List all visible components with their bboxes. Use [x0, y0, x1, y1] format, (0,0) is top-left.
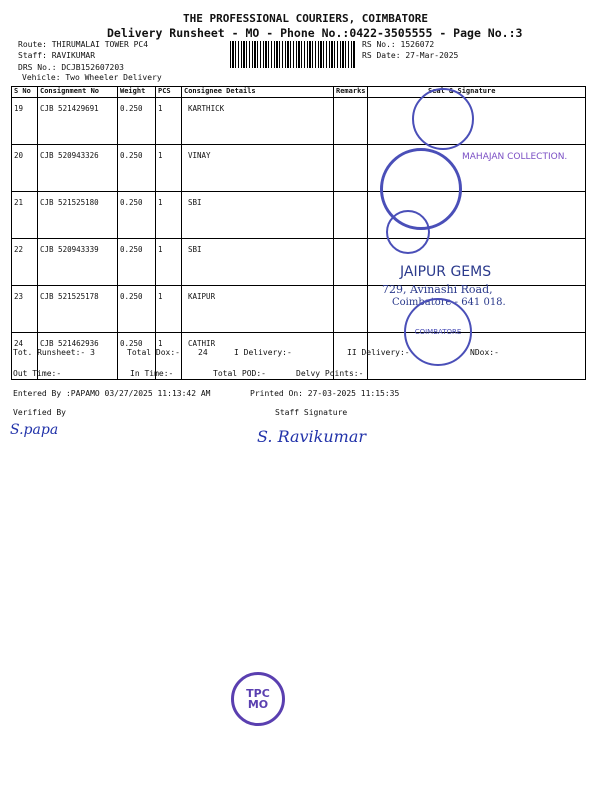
ndox: NDox:-	[470, 348, 499, 357]
staff: Staff: RAVIKUMAR	[18, 51, 96, 60]
staff-signature-label: Staff Signature	[275, 408, 348, 417]
row-remarks	[334, 145, 368, 192]
row-seal	[368, 98, 586, 145]
tpc-mo-stamp	[231, 672, 285, 726]
table-row	[12, 239, 586, 286]
row-consignee: SBI	[182, 192, 334, 239]
row-pcs: 1	[156, 333, 182, 380]
row-remarks	[334, 239, 368, 286]
row-weight: 0.250	[118, 286, 156, 333]
row-remarks	[334, 286, 368, 333]
route: Route: THIRUMALAI TOWER PC4	[18, 40, 149, 49]
ii-delivery: II Delivery:-	[347, 348, 410, 357]
tpc-text: TPC	[246, 687, 270, 700]
total-pod: Total POD:-	[213, 369, 266, 378]
table-header-row	[12, 87, 586, 98]
row-consignment: CJB 521525178	[38, 286, 118, 333]
row-pcs: 1	[156, 145, 182, 192]
i-delivery: I Delivery:-	[234, 348, 292, 357]
table-row	[12, 192, 586, 239]
row-pcs: 1	[156, 192, 182, 239]
jaipur-stamp-name: JAIPUR GEMS	[400, 264, 492, 280]
row-weight: 0.250	[118, 239, 156, 286]
table-row	[12, 98, 586, 145]
vehicle: Vehicle: Two Wheeler Delivery	[22, 73, 162, 82]
row-pcs: 1	[156, 286, 182, 333]
entered-by: Entered By :PAPAMO 03/27/2025 11:13:42 AM	[13, 389, 211, 398]
row-sno: 22	[12, 239, 38, 286]
row-sno: 19	[12, 98, 38, 145]
rs-date: RS Date: 27-Mar-2025	[362, 51, 459, 60]
row-consignment: CJB 520943339	[38, 239, 118, 286]
row-sno: 24	[12, 333, 38, 380]
document-title: THE PROFESSIONAL COURIERS, COIMBATORE	[183, 12, 429, 25]
cathrine-stamp	[404, 298, 472, 366]
jaipur-stamp-addr2: Coimbatore - 641 018.	[392, 297, 506, 308]
row-consignment: CJB 521462936	[38, 333, 118, 380]
row-weight: 0.250	[118, 333, 156, 380]
barcode	[230, 41, 355, 68]
col-remarks: Remarks	[334, 87, 368, 98]
row-weight: 0.250	[118, 98, 156, 145]
row-pcs: 1	[156, 98, 182, 145]
mahajan-stamp: MAHAJAN COLLECTION.	[462, 152, 568, 162]
col-consignee: Consignee Details	[182, 87, 334, 98]
row-sno: 21	[12, 192, 38, 239]
row-consignment: CJB 521525180	[38, 192, 118, 239]
staff-signature: S. Ravikumar	[257, 427, 367, 446]
row-consignee: SBI	[182, 239, 334, 286]
delivery-points: Delvy Points:-	[296, 369, 364, 378]
row-remarks	[334, 98, 368, 145]
voc-stamp	[386, 210, 430, 254]
table-row	[12, 286, 586, 333]
col-pcs: PCS	[156, 87, 182, 98]
row-consignee: CATHIR	[182, 333, 334, 380]
out-time: Out Time:-	[13, 369, 62, 378]
in-time: In Time:-	[130, 369, 174, 378]
total-dox-value: 24	[198, 348, 208, 357]
row-sno: 20	[12, 145, 38, 192]
printed-on: Printed On: 27-03-2025 11:15:35	[250, 389, 400, 398]
document-subtitle: Delivery Runsheet - MO - Phone No.:0422-3505555 - Page No.:3	[107, 26, 523, 40]
drs-number: DRS No.: DCJB152607203	[18, 63, 124, 72]
row-consignment: CJB 521429691	[38, 98, 118, 145]
verified-signature: S.papa	[10, 422, 59, 438]
row-consignee: KAIPUR	[182, 286, 334, 333]
runsheet-table	[11, 86, 586, 380]
col-weight: Weight	[118, 87, 156, 98]
verified-by-label: Verified By	[13, 408, 66, 417]
col-seal: Seal & Signature	[368, 87, 586, 98]
row-weight: 0.250	[118, 192, 156, 239]
row-consignee: KARTHICK	[182, 98, 334, 145]
col-consignment: Consignment No	[38, 87, 118, 98]
row-sno: 23	[12, 286, 38, 333]
jaipur-stamp-addr1: 729, Avinashi Road,	[382, 283, 493, 296]
mo-text: MO	[247, 698, 269, 711]
coimbatore-stamp-label: COIMBATORE	[414, 328, 462, 336]
col-sno: S No	[12, 87, 38, 98]
row-consignment: CJB 520943326	[38, 145, 118, 192]
total-dox-label: Total Dox:-	[127, 348, 180, 357]
rs-number: RS No.: 1526072	[362, 40, 435, 49]
hdfc-stamp	[412, 88, 474, 150]
row-remarks	[334, 192, 368, 239]
total-runsheet: Tot. Runsheet:- 3	[13, 348, 95, 357]
row-pcs: 1	[156, 239, 182, 286]
row-weight: 0.250	[118, 145, 156, 192]
row-consignee: VINAY	[182, 145, 334, 192]
